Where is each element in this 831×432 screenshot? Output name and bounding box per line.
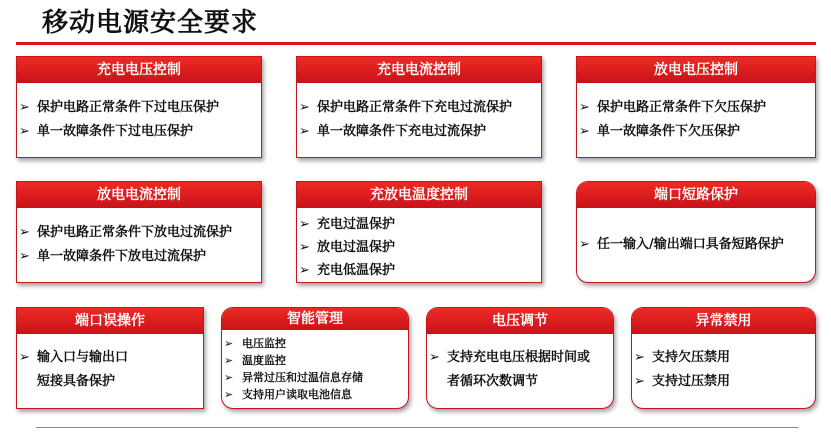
item-text: 单一故障条件下放电过流保护 bbox=[37, 249, 207, 264]
list-item bbox=[222, 335, 408, 352]
item-text: 单一故障条件下过电压保护 bbox=[37, 124, 194, 139]
item-text: 支持过压禁用 bbox=[652, 374, 731, 389]
item-text: 者循环次数调节 bbox=[447, 374, 539, 389]
card-title: 智能管理 bbox=[222, 308, 408, 330]
list-item bbox=[17, 120, 261, 144]
list-item bbox=[297, 259, 541, 282]
arrow-bullet-icon: ➢ bbox=[224, 388, 234, 401]
list-item bbox=[297, 213, 541, 236]
arrow-bullet-icon: ➢ bbox=[19, 124, 30, 139]
list-item bbox=[17, 96, 261, 120]
card-smart-management bbox=[221, 307, 409, 409]
footer-divider bbox=[36, 427, 798, 428]
item-text: 任一输入/输出端口具备短路保护 bbox=[597, 237, 784, 252]
list-item bbox=[222, 386, 408, 403]
arrow-bullet-icon: ➢ bbox=[579, 100, 590, 115]
arrow-bullet-icon: ➢ bbox=[299, 263, 310, 278]
title-divider bbox=[16, 42, 816, 45]
list-item-continuation bbox=[17, 370, 203, 394]
list-item bbox=[17, 221, 261, 245]
arrow-bullet-icon: ➢ bbox=[579, 237, 590, 252]
arrow-bullet-icon: ➢ bbox=[429, 350, 440, 365]
card-voltage-regulation bbox=[426, 307, 614, 409]
item-text: 支持充电电压根据时间或 bbox=[447, 350, 591, 365]
card-charge-discharge-temperature-control bbox=[296, 181, 542, 283]
card-title: 放电电流控制 bbox=[17, 182, 261, 208]
card-title: 充电电压控制 bbox=[17, 57, 261, 83]
card-discharge-voltage-control bbox=[576, 56, 816, 158]
item-text: 保护电路正常条件下充电过流保护 bbox=[317, 100, 513, 115]
list-item bbox=[17, 245, 261, 269]
item-text: 电压监控 bbox=[242, 337, 286, 350]
arrow-bullet-icon: ➢ bbox=[299, 124, 310, 139]
item-text: 保护电路正常条件下欠压保护 bbox=[597, 100, 767, 115]
item-text: 保护电路正常条件下过电压保护 bbox=[37, 100, 220, 115]
arrow-bullet-icon: ➢ bbox=[224, 371, 234, 384]
list-item bbox=[297, 236, 541, 259]
arrow-bullet-icon: ➢ bbox=[224, 354, 234, 367]
arrow-bullet-icon: ➢ bbox=[19, 350, 30, 365]
item-text: 支持用户读取电池信息 bbox=[242, 388, 352, 401]
card-title: 电压调节 bbox=[427, 308, 613, 334]
arrow-bullet-icon: ➢ bbox=[19, 100, 30, 115]
item-text: 短接具备保护 bbox=[37, 374, 116, 389]
card-abnormal-disable bbox=[631, 307, 816, 409]
list-item bbox=[577, 233, 815, 257]
item-text: 单一故障条件下充电过流保护 bbox=[317, 124, 487, 139]
arrow-bullet-icon: ➢ bbox=[19, 225, 30, 240]
item-text: 保护电路正常条件下放电过流保护 bbox=[37, 225, 233, 240]
arrow-bullet-icon: ➢ bbox=[634, 374, 645, 389]
card-title: 放电电压控制 bbox=[577, 57, 815, 83]
list-item bbox=[297, 96, 541, 120]
card-title: 充放电温度控制 bbox=[297, 182, 541, 208]
arrow-bullet-icon: ➢ bbox=[19, 249, 30, 264]
item-text: 异常过压和过温信息存储 bbox=[242, 371, 363, 384]
list-item-continuation bbox=[427, 370, 613, 394]
card-title: 端口短路保护 bbox=[577, 182, 815, 208]
list-item bbox=[577, 120, 815, 144]
list-item bbox=[222, 369, 408, 386]
card-title: 充电电流控制 bbox=[297, 57, 541, 83]
arrow-bullet-icon: ➢ bbox=[579, 124, 590, 139]
item-text: 充电低温保护 bbox=[317, 263, 396, 278]
card-charge-voltage-control bbox=[16, 56, 262, 158]
card-title: 端口误操作 bbox=[17, 308, 203, 334]
arrow-bullet-icon: ➢ bbox=[224, 337, 234, 350]
item-text: 放电过温保护 bbox=[317, 240, 396, 255]
list-item bbox=[17, 346, 203, 370]
item-text: 单一故障条件下欠压保护 bbox=[597, 124, 741, 139]
page-title: 移动电源安全要求 bbox=[42, 8, 259, 38]
list-item bbox=[222, 352, 408, 369]
arrow-bullet-icon: ➢ bbox=[299, 100, 310, 115]
item-text: 输入口与输出口 bbox=[37, 350, 129, 365]
list-item bbox=[577, 96, 815, 120]
card-port-misoperation bbox=[16, 307, 204, 409]
card-charge-current-control bbox=[296, 56, 542, 158]
card-title: 异常禁用 bbox=[632, 308, 815, 334]
item-text: 温度监控 bbox=[242, 354, 286, 367]
list-item bbox=[632, 370, 815, 394]
list-item bbox=[427, 346, 613, 370]
card-port-short-circuit-protection bbox=[576, 181, 816, 283]
card-discharge-current-control bbox=[16, 181, 262, 283]
arrow-bullet-icon: ➢ bbox=[299, 217, 310, 232]
list-item bbox=[297, 120, 541, 144]
arrow-bullet-icon: ➢ bbox=[634, 350, 645, 365]
arrow-bullet-icon: ➢ bbox=[299, 240, 310, 255]
item-text: 支持欠压禁用 bbox=[652, 350, 731, 365]
list-item bbox=[632, 346, 815, 370]
item-text: 充电过温保护 bbox=[317, 217, 396, 232]
